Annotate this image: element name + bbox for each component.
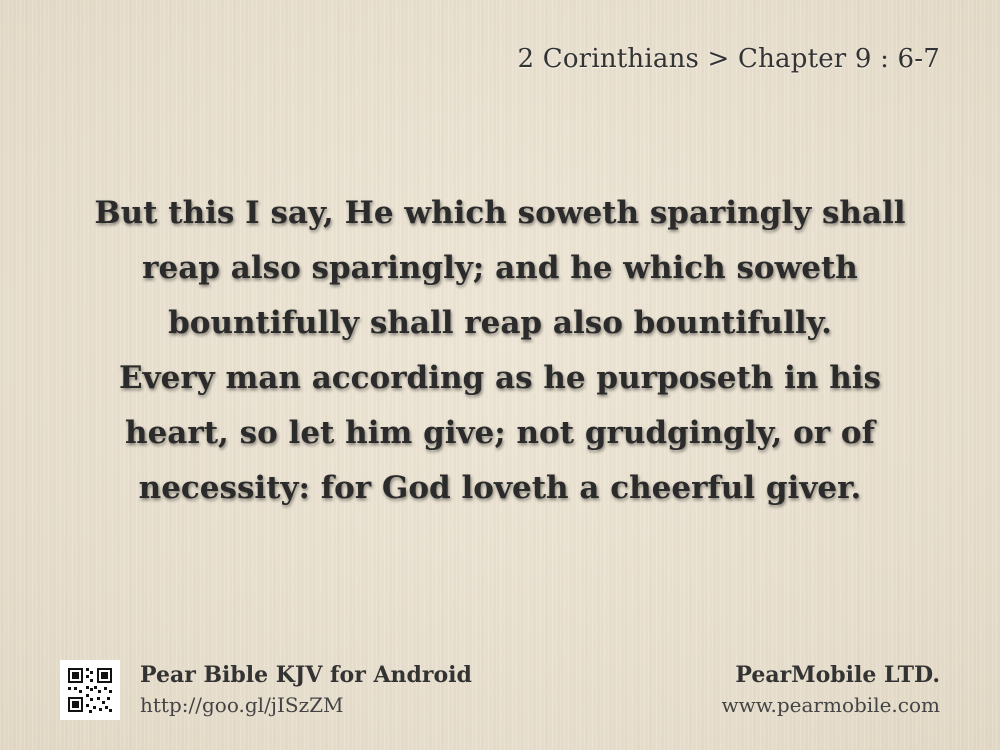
app-link[interactable]: http://goo.gl/jISzZM: [140, 693, 344, 717]
app-info: [140, 660, 472, 720]
qr-code-icon: [60, 660, 120, 720]
company-info: [722, 660, 940, 720]
app-name: Pear Bible KJV for Android: [140, 662, 472, 688]
company-name: PearMobile LTD.: [735, 662, 940, 688]
company-website-link[interactable]: www.pearmobile.com: [721, 693, 940, 717]
verse-7: Every man according as he purposeth in his heart, so let him give; not grudgingly, or of necessity: for God loveth a cheerful giver.: [118, 360, 881, 506]
verse-reference: 2 Corinthians > Chapter 9 : 6-7: [517, 44, 940, 74]
verse-6: But this I say, He which soweth sparingly shall reap also sparingly; and he which soweth bountifully shall reap also bountifully.: [94, 195, 906, 341]
verse-text: [80, 186, 920, 516]
